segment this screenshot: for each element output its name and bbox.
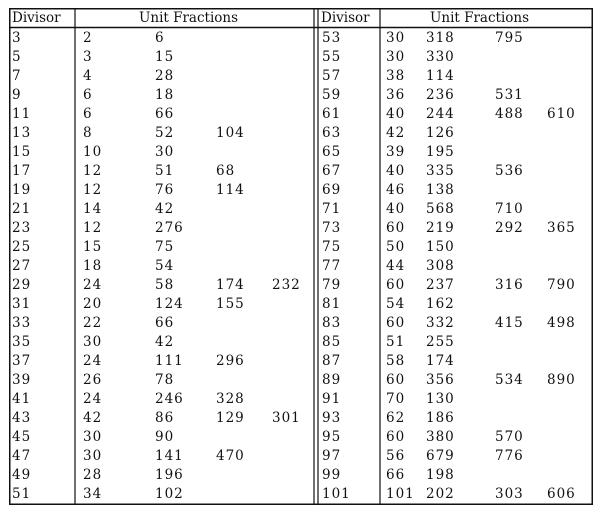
left-divisor-cell: 13 bbox=[12, 125, 32, 141]
left-divisor-cell: 15 bbox=[12, 144, 32, 160]
right-divisor-cell: 97 bbox=[322, 448, 342, 464]
left-fractions-header: Unit Fractions bbox=[139, 10, 239, 26]
left-divisor-cell: 49 bbox=[12, 467, 32, 483]
left-fraction-cell: 12 bbox=[83, 220, 103, 236]
right-fraction-cell: 237 bbox=[426, 277, 455, 293]
left-divisor-cell: 51 bbox=[12, 486, 32, 502]
right-fraction-cell: 303 bbox=[495, 486, 524, 502]
left-fraction-cell: 42 bbox=[83, 410, 103, 426]
right-divisor-cell: 59 bbox=[322, 87, 342, 103]
left-fraction-cell: 28 bbox=[155, 68, 175, 84]
left-fraction-cell: 3 bbox=[83, 49, 93, 65]
right-fraction-cell: 58 bbox=[386, 353, 406, 369]
right-divisor-cell: 79 bbox=[322, 277, 342, 293]
left-fraction-cell: 30 bbox=[83, 429, 103, 445]
right-fraction-cell: 30 bbox=[386, 49, 406, 65]
right-fraction-cell: 66 bbox=[386, 467, 406, 483]
right-fraction-cell: 790 bbox=[547, 277, 576, 293]
left-fraction-cell: 246 bbox=[155, 391, 184, 407]
right-fraction-cell: 568 bbox=[426, 201, 455, 217]
left-fraction-cell: 24 bbox=[83, 277, 103, 293]
left-divisor-cell: 37 bbox=[12, 353, 32, 369]
right-fraction-cell: 316 bbox=[495, 277, 524, 293]
right-fraction-cell: 46 bbox=[386, 182, 406, 198]
left-divisor-cell: 27 bbox=[12, 258, 32, 274]
right-fraction-cell: 186 bbox=[426, 410, 455, 426]
left-divisor-cell: 17 bbox=[12, 163, 32, 179]
left-divisor-cell: 23 bbox=[12, 220, 32, 236]
right-fraction-cell: 50 bbox=[386, 239, 406, 255]
right-fraction-cell: 498 bbox=[547, 315, 576, 331]
left-divisor-cell: 5 bbox=[12, 49, 22, 65]
left-divisor-cell: 9 bbox=[12, 87, 22, 103]
right-divisor-cell: 83 bbox=[322, 315, 342, 331]
left-fraction-cell: 10 bbox=[83, 144, 103, 160]
left-fraction-cell: 4 bbox=[83, 68, 93, 84]
left-fraction-cell: 22 bbox=[83, 315, 103, 331]
right-fraction-cell: 30 bbox=[386, 30, 406, 46]
left-fraction-cell: 301 bbox=[272, 410, 301, 426]
right-fraction-cell: 536 bbox=[495, 163, 524, 179]
left-fraction-cell: 66 bbox=[155, 315, 175, 331]
left-fraction-cell: 24 bbox=[83, 353, 103, 369]
right-fraction-cell: 56 bbox=[386, 448, 406, 464]
left-divisor-cell: 41 bbox=[12, 391, 32, 407]
right-divisor-cell: 63 bbox=[322, 125, 342, 141]
left-divisor-cell: 31 bbox=[12, 296, 32, 312]
left-fraction-cell: 6 bbox=[155, 30, 165, 46]
right-divisor-cell: 53 bbox=[322, 30, 342, 46]
left-fraction-cell: 30 bbox=[83, 334, 103, 350]
left-fraction-cell: 15 bbox=[83, 239, 103, 255]
left-fraction-cell: 15 bbox=[155, 49, 175, 65]
right-divisor-cell: 81 bbox=[322, 296, 342, 312]
right-fraction-cell: 38 bbox=[386, 68, 406, 84]
right-fraction-cell: 101 bbox=[386, 486, 415, 502]
right-fraction-cell: 42 bbox=[386, 125, 406, 141]
left-fraction-cell: 155 bbox=[216, 296, 245, 312]
left-divisor-cell: 47 bbox=[12, 448, 32, 464]
left-divisor-cell: 7 bbox=[12, 68, 22, 84]
left-fraction-cell: 470 bbox=[216, 448, 245, 464]
left-fraction-cell: 296 bbox=[216, 353, 245, 369]
right-fraction-cell: 36 bbox=[386, 87, 406, 103]
right-divisor-cell: 99 bbox=[322, 467, 342, 483]
right-fraction-cell: 60 bbox=[386, 372, 406, 388]
left-fraction-cell: 18 bbox=[83, 258, 103, 274]
right-fraction-cell: 308 bbox=[426, 258, 455, 274]
right-divisor-cell: 101 bbox=[322, 486, 351, 502]
right-fraction-cell: 202 bbox=[426, 486, 455, 502]
right-fraction-cell: 60 bbox=[386, 220, 406, 236]
right-fraction-cell: 162 bbox=[426, 296, 455, 312]
left-fraction-cell: 78 bbox=[155, 372, 175, 388]
right-fraction-cell: 415 bbox=[495, 315, 524, 331]
right-divisor-header: Divisor bbox=[321, 10, 370, 26]
right-divisor-cell: 71 bbox=[322, 201, 342, 217]
right-divisor-cell: 61 bbox=[322, 106, 342, 122]
left-fraction-cell: 276 bbox=[155, 220, 184, 236]
left-fraction-cell: 104 bbox=[216, 125, 245, 141]
right-fraction-cell: 531 bbox=[495, 87, 524, 103]
right-fraction-cell: 40 bbox=[386, 201, 406, 217]
left-divisor-cell: 43 bbox=[12, 410, 32, 426]
right-fraction-cell: 54 bbox=[386, 296, 406, 312]
right-fraction-cell: 679 bbox=[426, 448, 455, 464]
left-fraction-cell: 174 bbox=[216, 277, 245, 293]
left-fraction-cell: 196 bbox=[155, 467, 184, 483]
right-fraction-cell: 174 bbox=[426, 353, 455, 369]
right-divisor-cell: 69 bbox=[322, 182, 342, 198]
unit-fractions-table bbox=[9, 8, 593, 505]
left-divisor-cell: 29 bbox=[12, 277, 32, 293]
right-fraction-cell: 890 bbox=[547, 372, 576, 388]
left-fraction-cell: 124 bbox=[155, 296, 184, 312]
left-fraction-cell: 141 bbox=[155, 448, 184, 464]
left-divisor-cell: 21 bbox=[12, 201, 32, 217]
right-divisor-cell: 75 bbox=[322, 239, 342, 255]
left-fraction-cell: 129 bbox=[216, 410, 245, 426]
right-fraction-cell: 40 bbox=[386, 163, 406, 179]
right-fraction-cell: 60 bbox=[386, 315, 406, 331]
left-fraction-cell: 58 bbox=[155, 277, 175, 293]
right-fraction-cell: 570 bbox=[495, 429, 524, 445]
right-divisor-cell: 89 bbox=[322, 372, 342, 388]
left-divisor-cell: 35 bbox=[12, 334, 32, 350]
left-divisor-cell: 45 bbox=[12, 429, 32, 445]
left-divisor-cell: 33 bbox=[12, 315, 32, 331]
left-divisor-cell: 19 bbox=[12, 182, 32, 198]
left-fraction-cell: 30 bbox=[83, 448, 103, 464]
left-fraction-cell: 30 bbox=[155, 144, 175, 160]
left-divisor-cell: 39 bbox=[12, 372, 32, 388]
left-fraction-cell: 26 bbox=[83, 372, 103, 388]
left-fraction-cell: 24 bbox=[83, 391, 103, 407]
right-fraction-cell: 610 bbox=[547, 106, 576, 122]
right-fraction-cell: 51 bbox=[386, 334, 406, 350]
right-divisor-cell: 57 bbox=[322, 68, 342, 84]
right-fraction-cell: 70 bbox=[386, 391, 406, 407]
left-fraction-cell: 18 bbox=[155, 87, 175, 103]
right-fraction-cell: 488 bbox=[495, 106, 524, 122]
left-divisor-cell: 25 bbox=[12, 239, 32, 255]
right-fractions-header: Unit Fractions bbox=[430, 10, 530, 26]
left-fraction-cell: 328 bbox=[216, 391, 245, 407]
left-fraction-cell: 66 bbox=[155, 106, 175, 122]
right-divisor-cell: 93 bbox=[322, 410, 342, 426]
right-divisor-cell: 77 bbox=[322, 258, 342, 274]
left-fraction-cell: 52 bbox=[155, 125, 175, 141]
left-divisor-cell: 11 bbox=[12, 106, 32, 122]
left-fraction-cell: 6 bbox=[83, 106, 93, 122]
right-fraction-cell: 40 bbox=[386, 106, 406, 122]
left-fraction-cell: 114 bbox=[216, 182, 245, 198]
right-fraction-cell: 292 bbox=[495, 220, 524, 236]
right-fraction-cell: 330 bbox=[426, 49, 455, 65]
left-fraction-cell: 42 bbox=[155, 201, 175, 217]
right-fraction-cell: 39 bbox=[386, 144, 406, 160]
right-fraction-cell: 195 bbox=[426, 144, 455, 160]
right-fraction-cell: 60 bbox=[386, 277, 406, 293]
right-fraction-cell: 60 bbox=[386, 429, 406, 445]
right-divisor-cell: 85 bbox=[322, 334, 342, 350]
right-divisor-cell: 73 bbox=[322, 220, 342, 236]
right-fraction-cell: 356 bbox=[426, 372, 455, 388]
left-fraction-cell: 102 bbox=[155, 486, 184, 502]
right-fraction-cell: 710 bbox=[495, 201, 524, 217]
left-fraction-cell: 12 bbox=[83, 182, 103, 198]
left-fraction-cell: 20 bbox=[83, 296, 103, 312]
right-fraction-cell: 795 bbox=[495, 30, 524, 46]
left-fraction-cell: 42 bbox=[155, 334, 175, 350]
right-fraction-cell: 380 bbox=[426, 429, 455, 445]
left-fraction-cell: 54 bbox=[155, 258, 175, 274]
right-fraction-cell: 44 bbox=[386, 258, 406, 274]
left-divisor-cell: 3 bbox=[12, 30, 22, 46]
right-fraction-cell: 130 bbox=[426, 391, 455, 407]
right-divisor-cell: 55 bbox=[322, 49, 342, 65]
right-divisor-cell: 95 bbox=[322, 429, 342, 445]
right-divisor-cell: 67 bbox=[322, 163, 342, 179]
right-fraction-cell: 606 bbox=[547, 486, 576, 502]
left-fraction-cell: 76 bbox=[155, 182, 175, 198]
right-fraction-cell: 150 bbox=[426, 239, 455, 255]
left-fraction-cell: 8 bbox=[83, 125, 93, 141]
left-fraction-cell: 2 bbox=[83, 30, 93, 46]
left-fraction-cell: 90 bbox=[155, 429, 175, 445]
left-fraction-cell: 111 bbox=[155, 353, 184, 369]
right-divisor-cell: 65 bbox=[322, 144, 342, 160]
left-divisor-header: Divisor bbox=[12, 10, 61, 26]
right-fraction-cell: 318 bbox=[426, 30, 455, 46]
left-fraction-cell: 34 bbox=[83, 486, 103, 502]
right-divisor-cell: 91 bbox=[322, 391, 342, 407]
right-fraction-cell: 244 bbox=[426, 106, 455, 122]
right-divisor-cell: 87 bbox=[322, 353, 342, 369]
left-fraction-cell: 14 bbox=[83, 201, 103, 217]
left-fraction-cell: 86 bbox=[155, 410, 175, 426]
right-fraction-cell: 114 bbox=[426, 68, 455, 84]
left-fraction-cell: 6 bbox=[83, 87, 93, 103]
right-fraction-cell: 126 bbox=[426, 125, 455, 141]
left-fraction-cell: 28 bbox=[83, 467, 103, 483]
right-fraction-cell: 255 bbox=[426, 334, 455, 350]
right-fraction-cell: 198 bbox=[426, 467, 455, 483]
right-fraction-cell: 138 bbox=[426, 182, 455, 198]
left-fraction-cell: 75 bbox=[155, 239, 175, 255]
right-fraction-cell: 62 bbox=[386, 410, 406, 426]
right-fraction-cell: 332 bbox=[426, 315, 455, 331]
right-fraction-cell: 365 bbox=[547, 220, 576, 236]
left-fraction-cell: 68 bbox=[216, 163, 236, 179]
right-fraction-cell: 776 bbox=[495, 448, 524, 464]
left-fraction-cell: 51 bbox=[155, 163, 175, 179]
left-fraction-cell: 12 bbox=[83, 163, 103, 179]
right-fraction-cell: 219 bbox=[426, 220, 455, 236]
right-fraction-cell: 335 bbox=[426, 163, 455, 179]
right-fraction-cell: 534 bbox=[495, 372, 524, 388]
left-fraction-cell: 232 bbox=[272, 277, 301, 293]
right-fraction-cell: 236 bbox=[426, 87, 455, 103]
